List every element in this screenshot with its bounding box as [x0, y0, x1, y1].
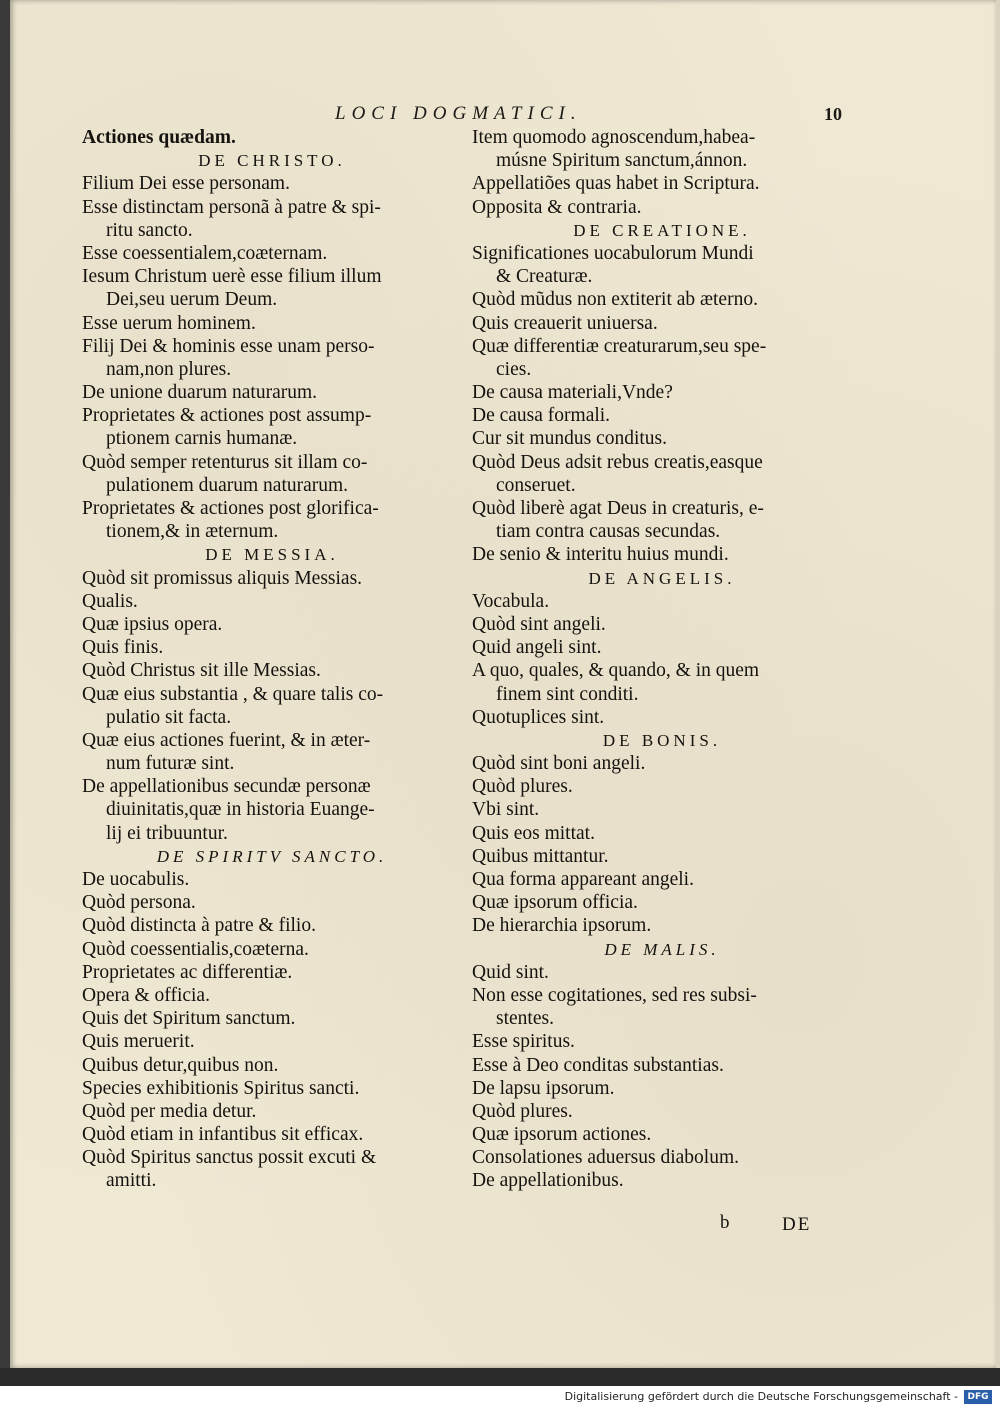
list-item: Quæ ipsius opera.	[82, 613, 223, 635]
list-item: Quòd Christus sit ille Messias.	[82, 660, 321, 682]
list-item: Vbi sint.	[472, 799, 540, 821]
list-item: Quòd sint angeli.	[472, 613, 606, 635]
list-item: Appellatiões quas habet in Scriptura.	[472, 173, 760, 195]
list-item: Item quomodo agnoscendum,habea-	[472, 127, 756, 148]
list-item: Quis finis.	[82, 637, 164, 659]
section-heading: DE BONIS.	[602, 730, 722, 750]
right-column	[472, 126, 852, 1193]
list-item: Actiones quædam.	[82, 127, 236, 148]
list-item: Quibus detur,quibus non.	[82, 1054, 279, 1076]
entry-continuation: amitti.	[106, 1170, 157, 1192]
entry-continuation: nam,non plures.	[106, 358, 232, 380]
list-item: Cur sit mundus conditus.	[472, 428, 668, 450]
entry-continuation: tionem,& in æternum.	[106, 521, 279, 543]
list-item: Non esse cogitationes, sed res subsi-	[472, 984, 757, 1006]
list-item: Quòd sint boni angeli.	[472, 753, 646, 775]
list-item: Quæ ipsorum actiones.	[472, 1124, 652, 1146]
list-item: Quis eos mittat.	[472, 822, 595, 844]
entry-continuation: lij ei tribuuntur.	[106, 822, 228, 844]
list-item: Proprietates & actiones post glorifica-	[82, 498, 379, 519]
list-item: Species exhibitionis Spiritus sancti.	[82, 1077, 360, 1099]
section-heading: DE MALIS.	[604, 939, 720, 959]
signature-mark: b	[720, 1212, 730, 1233]
list-item: De unione duarum naturarum.	[82, 382, 318, 404]
entry-continuation: & Creaturæ.	[496, 266, 593, 288]
list-item: De causa materiali,Vnde?	[472, 382, 673, 404]
list-item: Esse uerum hominem.	[82, 312, 256, 334]
list-item: Esse distinctam personã à patre & spi-	[82, 196, 381, 218]
list-item: Quòd mũdus non extiterit ab æterno.	[472, 289, 758, 311]
digitization-footer	[0, 1386, 1000, 1409]
list-item: Quòd plures.	[472, 776, 573, 798]
catchword: DE	[782, 1214, 812, 1235]
list-item: Filium Dei esse personam.	[82, 173, 290, 195]
list-item: Quòd sit promissus aliquis Messias.	[82, 567, 363, 589]
list-item: Quis creauerit uniuersa.	[472, 312, 658, 334]
list-item: Esse à Deo conditas substantias.	[472, 1054, 724, 1076]
section-heading: DE CHRISTO.	[198, 151, 346, 171]
list-item: De appellationibus secundæ personæ	[82, 776, 371, 798]
list-item: Qua forma appareant angeli.	[472, 869, 694, 890]
list-item: Quid sint.	[472, 961, 549, 983]
list-item: Quæ differentiæ creaturarum,seu spe-	[472, 335, 767, 357]
list-item: Quòd etiam in infantibus sit efficax.	[82, 1124, 364, 1146]
entry-continuation: ritu sancto.	[106, 219, 193, 241]
list-item: Proprietates ac differentiæ.	[82, 961, 293, 983]
list-item: Quòd Spiritus sanctus possit excuti &	[82, 1147, 377, 1169]
entry-continuation: stentes.	[496, 1008, 554, 1030]
list-item: Filij Dei & hominis esse unam perso-	[82, 335, 375, 357]
list-item: Qualis.	[82, 590, 138, 612]
section-heading: DE ANGELIS.	[588, 568, 736, 588]
list-item: Quotuplices sint.	[472, 706, 605, 728]
list-item: Consolationes aduersus diabolum.	[472, 1147, 740, 1169]
list-item: A quo, quales, & quando, & in quem	[472, 660, 760, 682]
list-item: Proprietates & actiones post assump-	[82, 405, 372, 427]
list-item: Esse coessentialem,coæternam.	[82, 242, 328, 264]
list-item: De uocabulis.	[82, 869, 190, 890]
list-item: Quæ ipsorum officia.	[472, 892, 638, 914]
entry-continuation: tiam contra causas secundas.	[496, 521, 721, 543]
list-item: Quòd distincta à patre & filio.	[82, 915, 316, 937]
list-item: De lapsu ipsorum.	[472, 1077, 615, 1099]
list-item: De appellationibus.	[472, 1170, 624, 1192]
entry-continuation: finem sint conditi.	[496, 683, 639, 705]
page-number: 10	[824, 104, 842, 124]
list-item: Esse spiritus.	[472, 1031, 575, 1053]
dfg-logo: DFG	[964, 1390, 992, 1404]
entry-continuation: ptionem carnis humanæ.	[106, 428, 298, 450]
list-item: Iesum Christum uerè esse filium illum	[82, 266, 382, 288]
list-item: Significationes uocabulorum Mundi	[472, 242, 754, 264]
entry-continuation: diuinitatis,quæ in historia Euange-	[106, 799, 375, 821]
entry-continuation: pulationem duarum naturarum.	[106, 474, 349, 496]
entry-continuation: músne Spiritum sanctum,ánnon.	[496, 150, 748, 172]
section-heading: DE SPIRITV SANCTO.	[156, 846, 388, 866]
list-item: Quid angeli sint.	[472, 637, 602, 659]
list-item: Quòd persona.	[82, 892, 196, 914]
list-item: Quòd plures.	[472, 1100, 573, 1122]
list-item: De causa formali.	[472, 405, 611, 427]
running-head: LOCI DOGMATICI.	[335, 103, 582, 124]
scan-edge-left	[0, 0, 10, 1386]
entry-continuation: pulatio sit facta.	[106, 706, 232, 728]
list-item: Quæ eius actiones fuerint, & in æter-	[82, 729, 371, 751]
list-item: Opera & officia.	[82, 984, 210, 1006]
section-heading: DE CREATIONE.	[573, 220, 751, 240]
list-item: Quis det Spiritum sanctum.	[82, 1008, 296, 1030]
list-item: Quibus mittantur.	[472, 845, 609, 867]
list-item: De senio & interitu huius mundi.	[472, 544, 729, 566]
funding-credit: Digitalisierung gefördert durch die Deutsche Forschungsgemeinschaft -	[564, 1390, 958, 1403]
list-item: Quòd per media detur.	[82, 1100, 257, 1122]
list-item: Quòd coessentialis,coæterna.	[82, 938, 309, 960]
list-item: De hierarchia ipsorum.	[472, 915, 652, 937]
list-item: Quæ eius substantia , & quare talis co-	[82, 683, 384, 705]
section-heading: DE MESSIA.	[205, 545, 339, 565]
list-item: Opposita & contraria.	[472, 196, 642, 218]
list-item: Quis meruerit.	[82, 1031, 195, 1053]
list-item: Vocabula.	[472, 590, 550, 612]
entry-continuation: conseruet.	[496, 474, 576, 496]
scan-edge-right	[996, 0, 1000, 1386]
list-item: Quòd Deus adsit rebus creatis,easque	[472, 451, 763, 473]
entry-continuation: cies.	[496, 358, 532, 380]
entry-continuation: num futuræ sint.	[106, 753, 235, 775]
scan-edge-bottom	[0, 1368, 1000, 1386]
list-item: Quòd liberè agat Deus in creaturis, e-	[472, 498, 764, 519]
left-column	[82, 126, 462, 1193]
entry-continuation: Dei,seu uerum Deum.	[106, 289, 278, 311]
list-item: Quòd semper retenturus sit illam co-	[82, 451, 368, 473]
